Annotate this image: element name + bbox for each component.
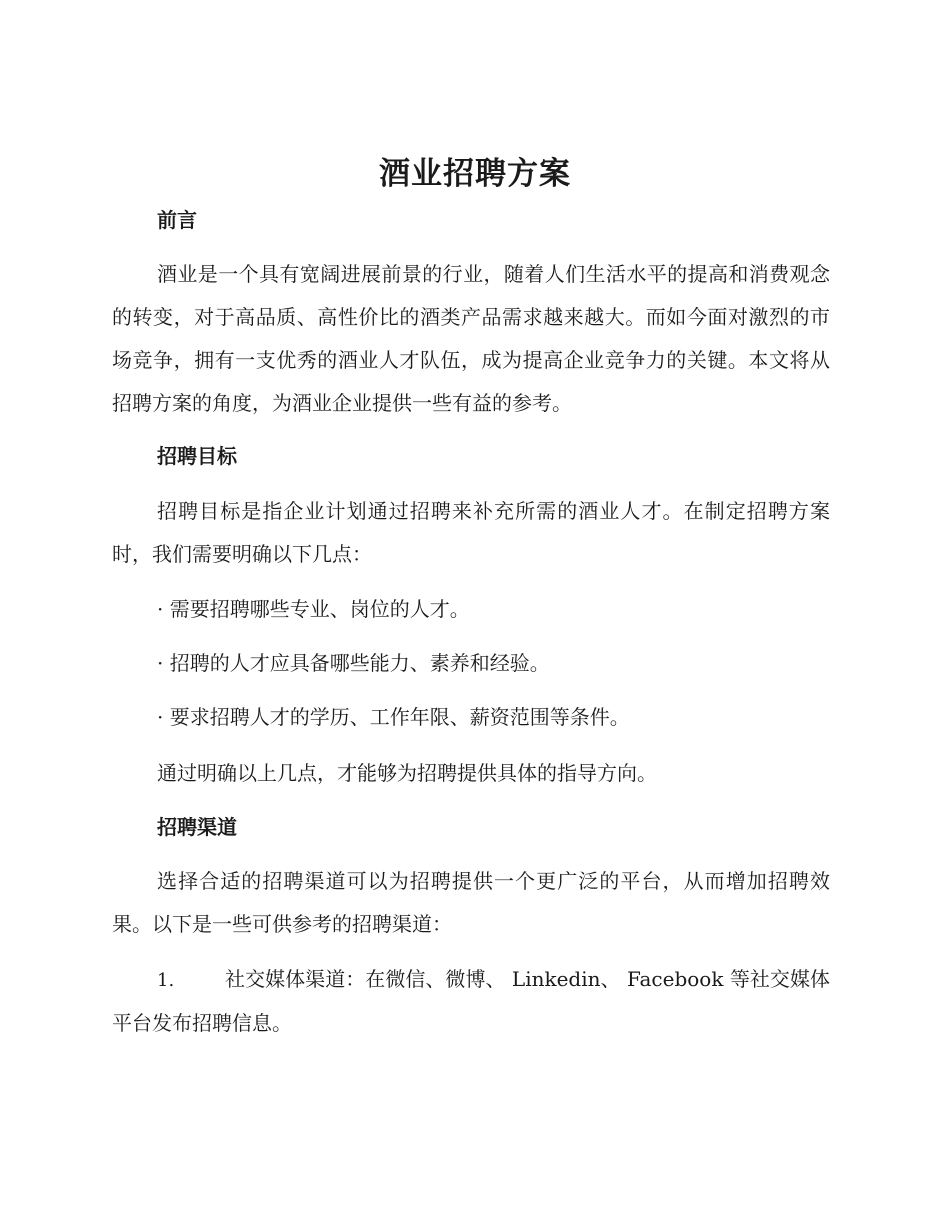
goals-bullet-item: · 要求招聘人才的学历、工作年限、薪资范围等条件。 — [157, 705, 630, 729]
section-heading-goals: 招聘目标 — [157, 444, 237, 468]
goals-paragraph: 招聘目标是指企业计划通过招聘来补充所需的酒业人才。在制定招聘方案时，我们需要明确以下几点： — [112, 499, 830, 566]
channels-list-item — [112, 958, 830, 1045]
goals-bullet-item: · 需要招聘哪些专业、岗位的人才。 — [157, 597, 470, 621]
list-item-number: 1. — [157, 970, 175, 991]
list-item-text: 社交媒体渠道：在微信、微博、 Linkedin、 Facebook 等社交媒体平台发布招聘信息。 — [112, 967, 830, 1035]
document-title: 酒业招聘方案 — [379, 156, 571, 192]
section-heading-channels: 招聘渠道 — [157, 815, 237, 839]
channels-paragraph: 选择合适的招聘渠道可以为招聘提供一个更广泛的平台，从而增加招聘效果。以下是一些可供参考的招聘渠道： — [112, 869, 830, 936]
preface-paragraph: 酒业是一个具有宽阔进展前景的行业，随着人们生活水平的提高和消费观念的转变，对于高品质、高性价比的酒类产品需求越来越大。而如今面对激烈的市场竞争，拥有一支优秀的酒业人才队伍，成为提高企业竞争力的关键。本文将从招聘方案的角度，为酒业企业提供一些有益的参考。 — [112, 262, 830, 415]
section-heading-preface: 前言 — [157, 208, 197, 232]
goals-conclusion: 通过明确以上几点，才能够为招聘提供具体的指导方向。 — [157, 761, 657, 785]
goals-bullet-item: · 招聘的人才应具备哪些能力、素养和经验。 — [157, 651, 550, 675]
